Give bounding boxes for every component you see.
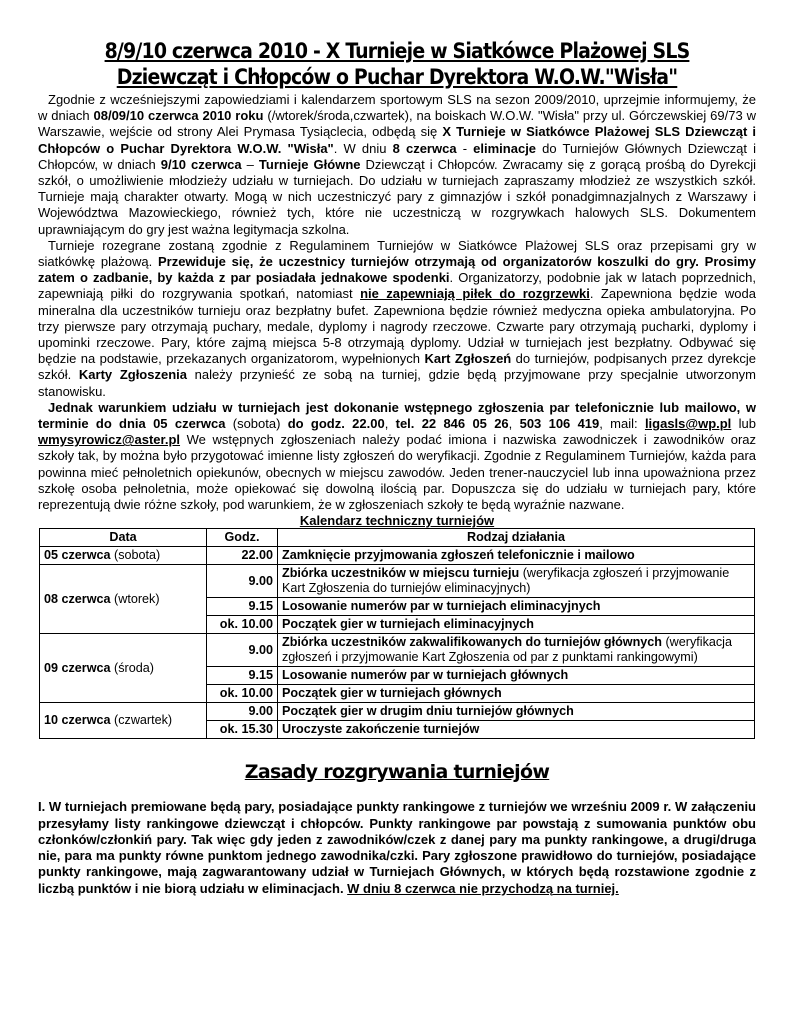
header-time: Godz. — [207, 529, 278, 547]
activity-cell: Zbiórka uczestników w miejscu turnieju (weryfikacja zgłoszeń i przyjmowanie Kart Zgłoszenia do turniejów eliminacyjnych) — [278, 565, 755, 598]
time-cell: ok. 10.00 — [207, 685, 278, 703]
activity-cell: Losowanie numerów par w turniejach głównych — [278, 667, 755, 685]
date-cell: 08 czerwca (wtorek) — [40, 565, 207, 634]
title-line-2: Dziewcząt i Chłopców o Puchar Dyrektora W.O.W."Wisła" — [116, 65, 678, 89]
table-row — [40, 547, 755, 565]
time-cell: 9.00 — [207, 703, 278, 721]
activity-cell: Początek gier w turniejach głównych — [278, 685, 755, 703]
paragraph-intro: Zgodnie z wcześniejszymi zapowiedziami i kalendarzem sportowym SLS na sezon 2009/2010, uprzejmie informujemy, że w dniach 08/09/10 czerwca 2010 roku (/wtorek/środa,czwartek), na boiskach W.O.W. "Wisła" przy ul. Górczewskiej 69/73 w Warszawie, wejście od strony Alei Prymasa Tysiąclecia, odbędą się X Turnieje w Siatkówce Plażowej SLS Dziewcząt i Chłopców o Puchar Dyrektora W.O.W. "Wisła". W dniu 8 czerwca - eliminacje do Turniejów Głównych Dziewcząt i Chłopców, w dniach 9/10 czerwca – Turnieje Główne Dziewcząt i Chłopców. Zwracamy się z gorącą prośbą do Dyrekcji szkół, o umożliwienie młodzieży udziału w turniejach. Do udziału w turniejach zapraszamy młodzież ze wszystkich szkół. Turnieje mają charakter otwarty. Mogą w nich uczestniczyć pary z gimnazjów i szkół ponadgimnazjalnych z Warszawy i Województwa Mazowieckiego, również tych, które nie uczestniczą w rozgrywkach halowych SLS. Dokumentem uprawniającym do gry jest ważna legitymacja szkolna. — [38, 92, 757, 237]
date-cell: 09 czerwca (środa) — [40, 634, 207, 703]
header-activity: Rodzaj działania — [278, 529, 755, 547]
document-page — [38, 38, 756, 897]
paragraph-registration: Jednak warunkiem udziału w turniejach jest dokonanie wstępnego zgłoszenia par telefonicznie lub mailowo, w terminie do dnia 05 czerwca (sobota) do godz. 22.00, tel. 22 846 05 26, 503 106 419, mail: ligasls@wp.pl lub wmysyrowicz@aster.pl We wstępnych zgłoszeniach należy podać imiona i nazwiska zawodniczek i zawodników oraz szkoły tak, by można było przygotować imienne listy zgłoszeń do weryfikacji. Zgodnie z Regulaminem Turniejów, każda para powinna mieć pełnoletnich opiekunów, obecnych w miejscu zawodów. Jeden trener-nauczyciel lub inna upoważniona przez szkołę osoba pełnoletnia, może opiekować się dowolną ilością par. Dopuszcza się do udziału w turniejach pary, które reprezentują dwie różne szkoły, pod warunkiem, że w zgłoszeniach szkoły te będą wyraźnie nazwane. — [38, 399, 756, 513]
time-cell: 22.00 — [207, 547, 278, 565]
title-line-1: 8/9/10 czerwca 2010 - X Turnieje w Siatkówce Plażowej SLS — [104, 39, 690, 63]
time-cell: 9.15 — [207, 667, 278, 685]
activity-cell: Początek gier w drugim dniu turniejów głównych — [278, 703, 755, 721]
time-cell: ok. 15.30 — [207, 721, 278, 739]
table-row — [40, 634, 755, 667]
activity-cell: Uroczyste zakończenie turniejów — [278, 721, 755, 739]
announcement-body — [38, 92, 756, 513]
email-link-wmysyrowicz[interactable]: wmysyrowicz@aster.pl — [38, 432, 181, 448]
table-row — [40, 703, 755, 721]
header-date: Data — [40, 529, 207, 547]
activity-cell: Losowanie numerów par w turniejach eliminacyjnych — [278, 598, 755, 616]
calendar-table — [39, 528, 755, 739]
document-title — [38, 38, 756, 90]
time-cell: ok. 10.00 — [207, 616, 278, 634]
rules-section-title: Zasady rozgrywania turniejów — [244, 761, 550, 784]
date-cell: 05 czerwca (sobota) — [40, 547, 207, 565]
email-link-ligasls[interactable]: ligasls@wp.pl — [644, 416, 732, 432]
table-row — [40, 565, 755, 598]
paragraph-rules-equipment: Turnieje rozegrane zostaną zgodnie z Regulaminem Turniejów w Siatkówce Plażowej SLS oraz przepisami gry w siatkówkę plażową. Przewiduje się, że uczestnicy turniejów otrzymają od organizatorów koszulki do gry. Prosimy zatem o zadbanie, by każda z par posiadała jednakowe spodenki. Organizatorzy, podobnie jak w latach poprzednich, zapewniają piłki do rozgrywania spotkań, natomiast nie zapewniają piłek do rozgrzewki. Zapewniona będzie woda mineralna dla uczestników turnieju oraz bezpłatny bufet. Zapewniona będzie również medyczna opieka ambulatoryjna. Po trzy pierwsze pary otrzymają puchary, medale, dyplomy i nagrody rzeczowe. Czwarte pary otrzymają pucharki, dyplomy i upominki rzeczowe. Pary, które zajmą miejsca 5-8 otrzymają dyplomy. Udział w turniejach jest bezpłatny. Odbywać się będzie na podstawie, przekazanych organizatorom, wypełnionych Kart Zgłoszeń do turniejów, podpisanych przez dyrekcje szkół. Karty Zgłoszenia należy przynieść ze sobą na turniej, gdzie będą przyjmowane przy specjalnie utworzonym stanowisku. — [38, 237, 757, 399]
activity-cell: Zamknięcie przyjmowania zgłoszeń telefonicznie i mailowo — [278, 547, 755, 565]
activity-cell: Zbiórka uczestników zakwalifikowanych do turniejów głównych (weryfikacja zgłoszeń i przyjmowanie Kart Zgłoszenia od par z punktami rankingowymi) — [278, 634, 755, 667]
rules-paragraph: I. W turniejach premiowane będą pary, posiadające punkty rankingowe z turniejów we wrześniu 2009 r. W załączeniu przesyłamy listy rankingowe dziewcząt i chłopców. Punkty rankingowe par powstają z sumowania punktów obu członków/członkiń pary. Tak więc gdy jeden z zawodników/czek z danej pary ma punkty rankingowe, a drugi/druga nie, para ma punkty równe punktom jednego zawodnika/czki. Pary zgłoszone prawidłowo do turniejów, posiadające punkty rankingowe, mają zagwarantowany udział w Turniejach Głównych, w których będą rozstawione zgodnie z liczbą punktów i nie biorą udziału w eliminacjach. W dniu 8 czerwca nie przychodzą na turniej. — [38, 799, 756, 896]
activity-cell: Początek gier w turniejach eliminacyjnych — [278, 616, 755, 634]
time-cell: 9.00 — [207, 565, 278, 598]
time-cell: 9.00 — [207, 634, 278, 667]
date-cell: 10 czerwca (czwartek) — [40, 703, 207, 739]
time-cell: 9.15 — [207, 598, 278, 616]
calendar-header-row — [40, 529, 755, 547]
calendar-caption: Kalendarz techniczny turniejów — [299, 513, 495, 529]
